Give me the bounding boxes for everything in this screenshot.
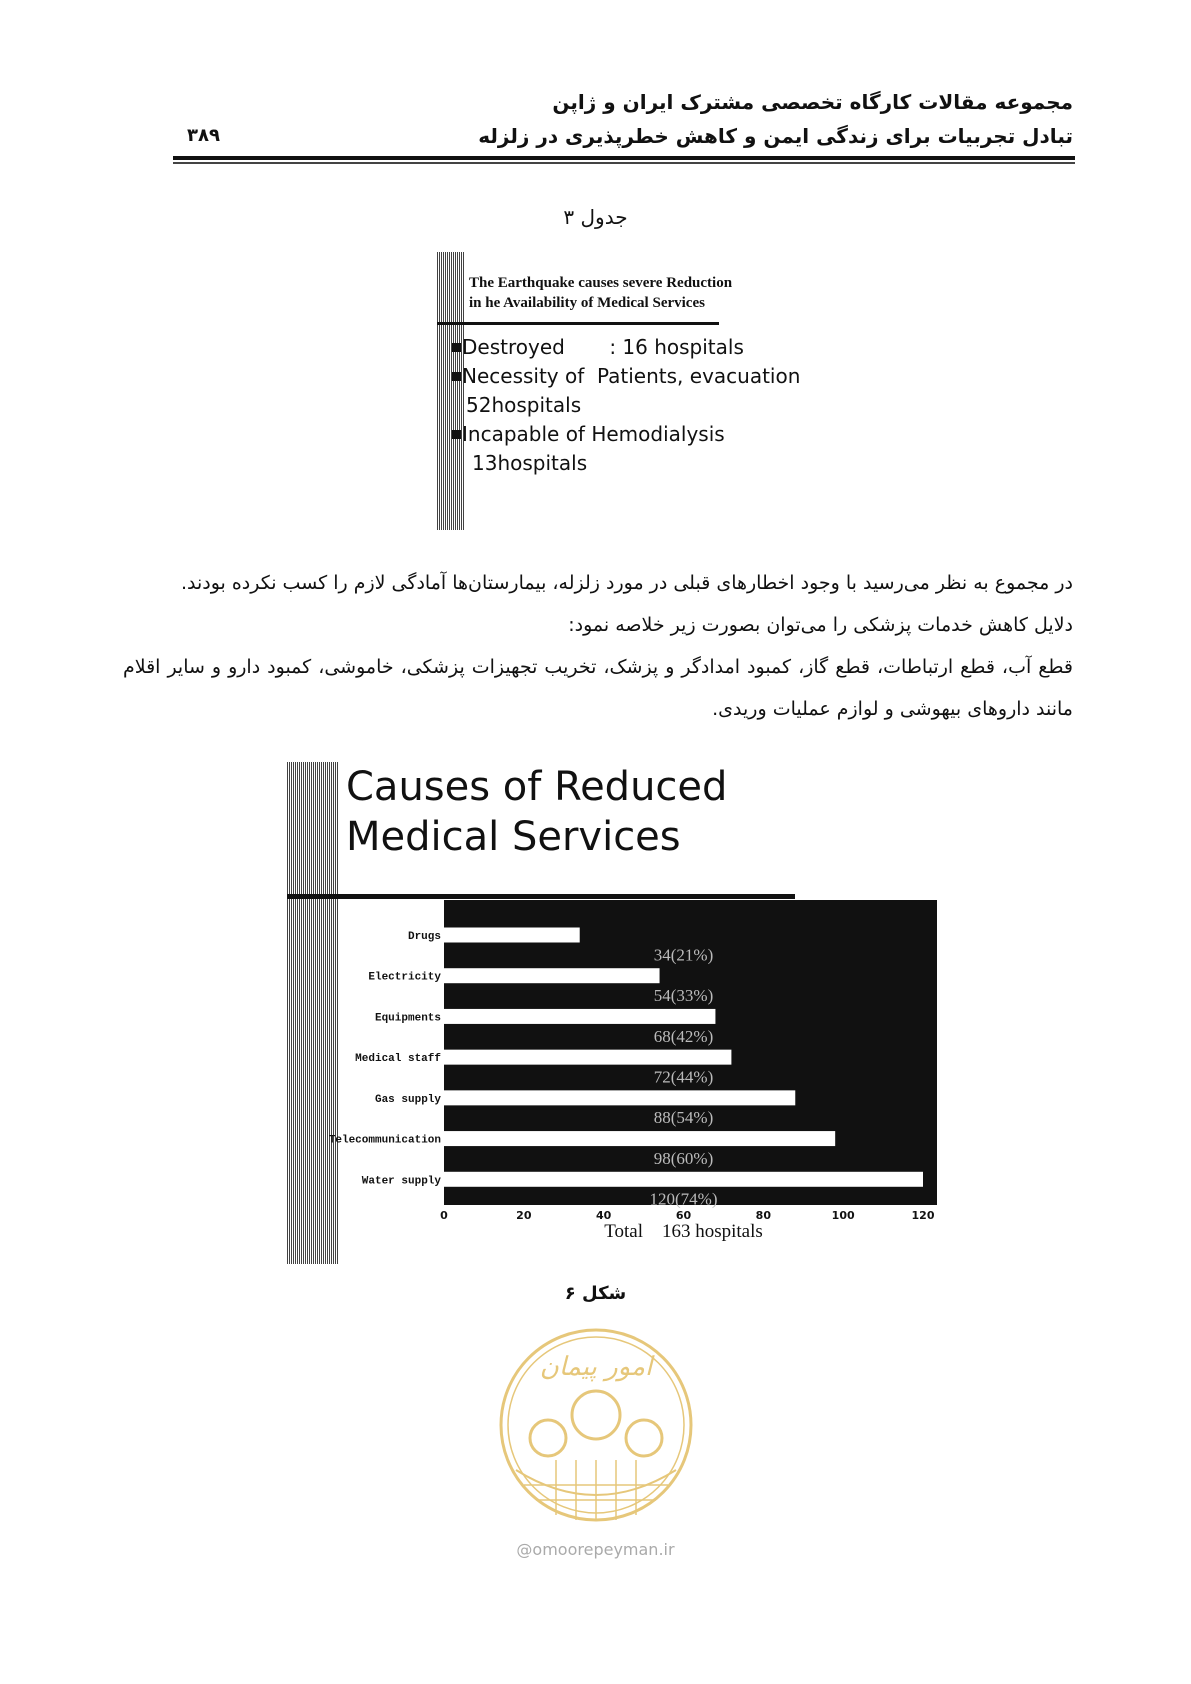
- data-label: 54(33%): [653, 986, 714, 1006]
- chart-title: [346, 762, 727, 862]
- category-label: Gas supply: [374, 1093, 441, 1106]
- header-title-line2: تبادل تجربیات برای زندگی ایمن و کاهش خطرپذیری در زلزله: [478, 124, 1073, 148]
- x-tick-label: 80: [755, 1209, 771, 1222]
- x-tick-label: 40: [596, 1209, 612, 1222]
- bullet-icon: [452, 430, 461, 439]
- slide1-list: [452, 333, 800, 478]
- x-tick-label: 100: [831, 1209, 855, 1222]
- paragraph-line: در مجموع به نظر می‌رسید با وجود اخطارهای قبلی در مورد زلزله، بیمارستان‌ها آمادگی لازم را کسب نکرده بودند.: [180, 572, 1073, 594]
- watermark-logo-text: امور پیمان: [539, 1352, 653, 1382]
- data-label: 88(54%): [653, 1108, 714, 1128]
- bar: [444, 1050, 731, 1065]
- x-tick-label: 120: [911, 1209, 935, 1222]
- page-number: ۳۸۹: [187, 125, 220, 146]
- bar: [444, 1090, 795, 1105]
- slide1-item: 13hospitals: [472, 451, 588, 475]
- slide1-item: 52hospitals: [466, 393, 582, 417]
- watermark-stamp-icon: [496, 1320, 696, 1530]
- header-rule: [173, 156, 1075, 160]
- header-title-line1: مجموعه مقالات کارگاه تخصصی مشترک ایران و ژاپن: [552, 90, 1073, 114]
- category-label: Medical staff: [355, 1053, 441, 1066]
- bullet-icon: [452, 372, 461, 381]
- slide1-rule: [437, 322, 719, 325]
- slide1-item: Destroyed : 16 hospitals: [452, 333, 800, 362]
- slide1-item: Necessity of Patients, evacuation: [452, 362, 800, 391]
- category-label: Drugs: [407, 931, 441, 943]
- table-caption: جدول ۳: [563, 205, 628, 229]
- bullet-icon: [452, 343, 461, 352]
- data-label: 68(42%): [653, 1026, 714, 1046]
- data-label: 120(74%): [649, 1189, 718, 1209]
- paragraph-line: دلایل کاهش خدمات پزشکی را می‌توان بصورت زیر خلاصه نمود:: [568, 614, 1073, 636]
- bar: [444, 968, 660, 983]
- x-tick-label: 0: [440, 1209, 448, 1222]
- x-axis-label: Total 163 hospitals: [604, 1221, 763, 1242]
- slide1-title-line1: The Earthquake causes severe Reduction: [469, 275, 733, 291]
- header-rule-thin: [173, 162, 1075, 164]
- slide1-title: [469, 273, 732, 313]
- x-tick-label: 60: [675, 1209, 692, 1222]
- paragraph-line: قطع آب، قطع ارتباطات، قطع گاز، کمبود امدادگر و پزشک، تخریب تجهیزات پزشکی، خاموشی، کمبود دارو و سایر اقلام مانند داروهای بیهوشی و لوازم عملیات وریدی.: [123, 656, 1073, 720]
- data-label: 72(44%): [653, 1067, 714, 1087]
- category-label: Electricity: [368, 971, 441, 984]
- data-label: 98(60%): [653, 1148, 714, 1168]
- bar-chart: [287, 900, 947, 1270]
- data-label: 34(21%): [653, 945, 714, 965]
- chart-title-line2: Medical Services: [346, 814, 681, 860]
- slide1-item: Incapable of Hemodialysis: [452, 420, 800, 449]
- bar: [444, 928, 580, 943]
- bar: [444, 1009, 715, 1024]
- category-label: Equipments: [374, 1012, 441, 1025]
- category-label: Telecommunication: [328, 1134, 441, 1147]
- x-tick-label: 20: [516, 1209, 532, 1222]
- bar: [444, 1172, 923, 1187]
- bar: [444, 1131, 835, 1146]
- chart-title-rule: [287, 894, 795, 899]
- figure-caption: شکل ۶: [564, 1283, 627, 1304]
- body-paragraph: [123, 562, 1073, 730]
- category-label: Water supply: [361, 1175, 441, 1188]
- watermark-url: @omoorepeyman.ir: [516, 1540, 675, 1559]
- chart-title-line1: Causes of Reduced: [346, 764, 728, 810]
- slide1-title-line2: in he Availability of Medical Services: [469, 295, 705, 311]
